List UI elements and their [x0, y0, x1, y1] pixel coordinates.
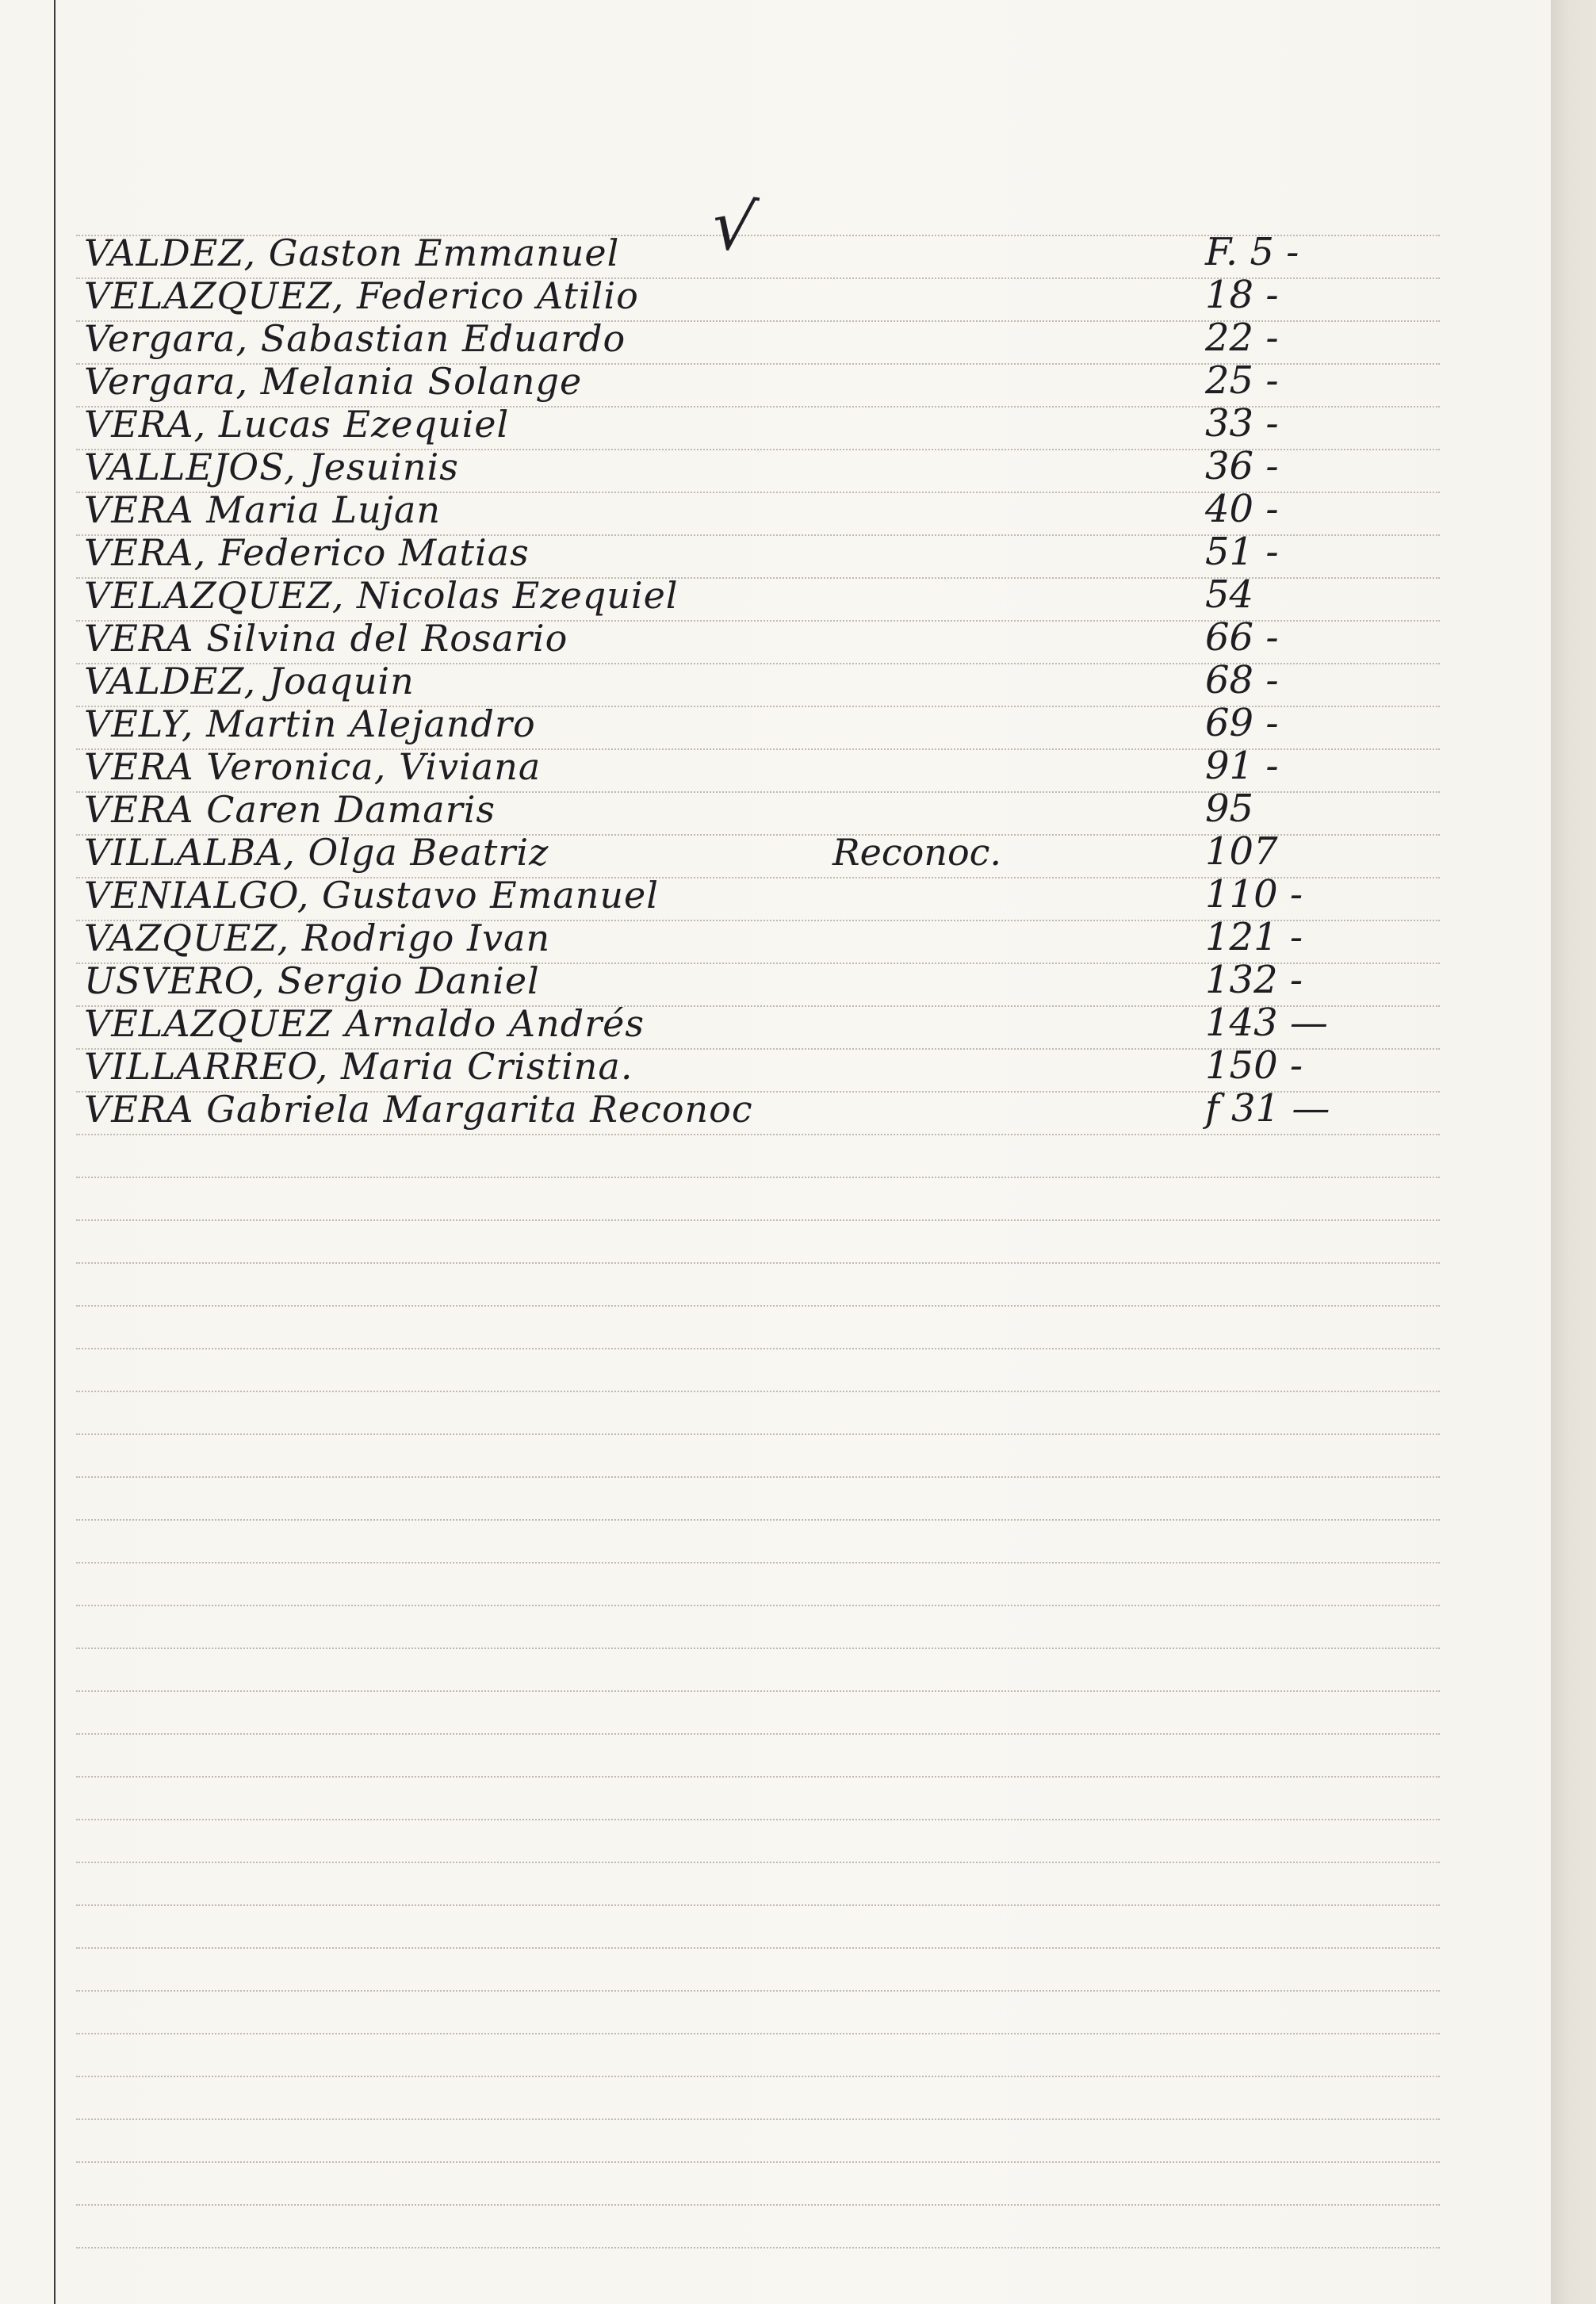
ruled-line: [76, 1519, 1440, 1521]
list-item: [79, 444, 1467, 492]
entry-name: VERA Veronica, Viviana: [84, 745, 542, 788]
ruled-line: [76, 1648, 1440, 1649]
ruled-line: [76, 1862, 1440, 1863]
list-item: [79, 530, 1467, 577]
ruled-line: [76, 1562, 1440, 1563]
list-item: [79, 701, 1467, 748]
entry-name: VERA Gabriela Margarita Reconoc: [84, 1088, 753, 1131]
entry-name: VERA Silvina del Rosario: [84, 617, 568, 660]
entry-name: VERA Caren Damaris: [84, 788, 496, 831]
entry-name: VENIALGO, Gustavo Emanuel: [84, 874, 659, 917]
entry-name: Vergara, Sabastian Eduardo: [84, 317, 626, 360]
list-item: [79, 572, 1467, 620]
list-item: [79, 872, 1467, 920]
entry-folio: 51 -: [1205, 530, 1279, 574]
entry-name: VALDEZ, Joaquin: [84, 660, 415, 702]
ruled-line: [76, 1605, 1440, 1606]
list-item: [79, 829, 1467, 877]
entry-folio: 143 —: [1205, 1001, 1328, 1045]
ruled-line: [76, 1219, 1440, 1221]
margin-line: [54, 0, 55, 2304]
list-item: [79, 958, 1467, 1005]
ruled-line: [76, 1177, 1440, 1178]
entry-folio: 25 -: [1205, 358, 1279, 403]
ruled-line: [76, 1733, 1440, 1735]
list-item: [79, 786, 1467, 834]
entry-name: VERA Maria Lujan: [84, 488, 442, 531]
list-item: [79, 1001, 1467, 1048]
ruled-line: [76, 1348, 1440, 1349]
list-item: [79, 1086, 1467, 1134]
entry-name: VERA, Lucas Ezequiel: [84, 403, 510, 446]
entry-folio: 33 -: [1205, 401, 1279, 446]
ruled-line: [76, 1134, 1440, 1135]
list-item: [79, 744, 1467, 791]
list-item: [79, 915, 1467, 963]
entry-name: Vergara, Melania Solange: [84, 360, 583, 403]
entry-name: VILLARREO, Maria Cristina.: [84, 1045, 633, 1088]
ruled-line: [76, 1433, 1440, 1435]
entry-folio: 110 -: [1205, 872, 1303, 917]
entry-name: USVERO, Sergio Daniel: [84, 959, 540, 1002]
entry-folio: 121 -: [1205, 915, 1303, 959]
check-mark: √: [706, 184, 761, 270]
ruled-line: [76, 2161, 1440, 2163]
entry-name: VALDEZ, Gaston Emmanuel: [84, 232, 620, 274]
ruled-line: [76, 1690, 1440, 1692]
entry-name: VERA, Federico Matias: [84, 531, 530, 574]
list-item: [79, 401, 1467, 449]
ruled-line: [76, 1476, 1440, 1478]
entry-note: Reconoc.: [832, 831, 1002, 874]
entry-name: VELAZQUEZ, Nicolas Ezequiel: [84, 574, 679, 617]
ruled-line: [76, 1819, 1440, 1820]
entry-folio: 132 -: [1205, 958, 1303, 1002]
list-item: [79, 273, 1467, 320]
entry-folio: 18 -: [1205, 273, 1279, 317]
list-item: [79, 316, 1467, 363]
page-edge: [1551, 0, 1596, 2304]
entry-name: VELY, Martin Alejandro: [84, 702, 536, 745]
ruled-line: [76, 2118, 1440, 2120]
ruled-line: [76, 1990, 1440, 1992]
list-item: [79, 615, 1467, 663]
ruled-line: [76, 1262, 1440, 1264]
entry-folio: f 31 —: [1205, 1086, 1330, 1131]
entry-folio: 40 -: [1205, 487, 1279, 531]
list-item: [79, 487, 1467, 534]
ruled-line: [76, 1305, 1440, 1307]
entry-name: VELAZQUEZ Arnaldo Andrés: [84, 1002, 645, 1045]
list-item: [79, 658, 1467, 706]
list-item: [79, 1043, 1467, 1091]
ruled-line: [76, 2076, 1440, 2077]
entry-folio: 91 -: [1205, 744, 1279, 788]
entry-folio: 36 -: [1205, 444, 1279, 488]
entry-name: VILLALBA, Olga Beatriz: [84, 831, 549, 874]
list-item: [79, 358, 1467, 406]
entry-folio: 69 -: [1205, 701, 1279, 745]
ruled-line: [76, 1776, 1440, 1778]
entry-folio: 150 -: [1205, 1043, 1303, 1088]
ruled-line: [76, 1391, 1440, 1392]
entry-folio: 68 -: [1205, 658, 1279, 702]
entry-name: VALLEJOS, Jesuinis: [84, 446, 459, 488]
ruled-line: [76, 2204, 1440, 2206]
entry-folio: 54: [1205, 572, 1254, 617]
entry-name: VELAZQUEZ, Federico Atilio: [84, 274, 639, 317]
ruled-line: [76, 1947, 1440, 1949]
list-item: [79, 230, 1467, 277]
ruled-line: [76, 1904, 1440, 1906]
entry-folio: 22 -: [1205, 316, 1279, 360]
entry-folio: 66 -: [1205, 615, 1279, 660]
entry-name: VAZQUEZ, Rodrigo Ivan: [84, 917, 551, 959]
entry-folio: 107: [1205, 829, 1278, 874]
entry-folio: 95: [1205, 786, 1254, 831]
ruled-line: [76, 2247, 1440, 2249]
entry-folio: F. 5 -: [1205, 230, 1299, 274]
ruled-line: [76, 2033, 1440, 2034]
